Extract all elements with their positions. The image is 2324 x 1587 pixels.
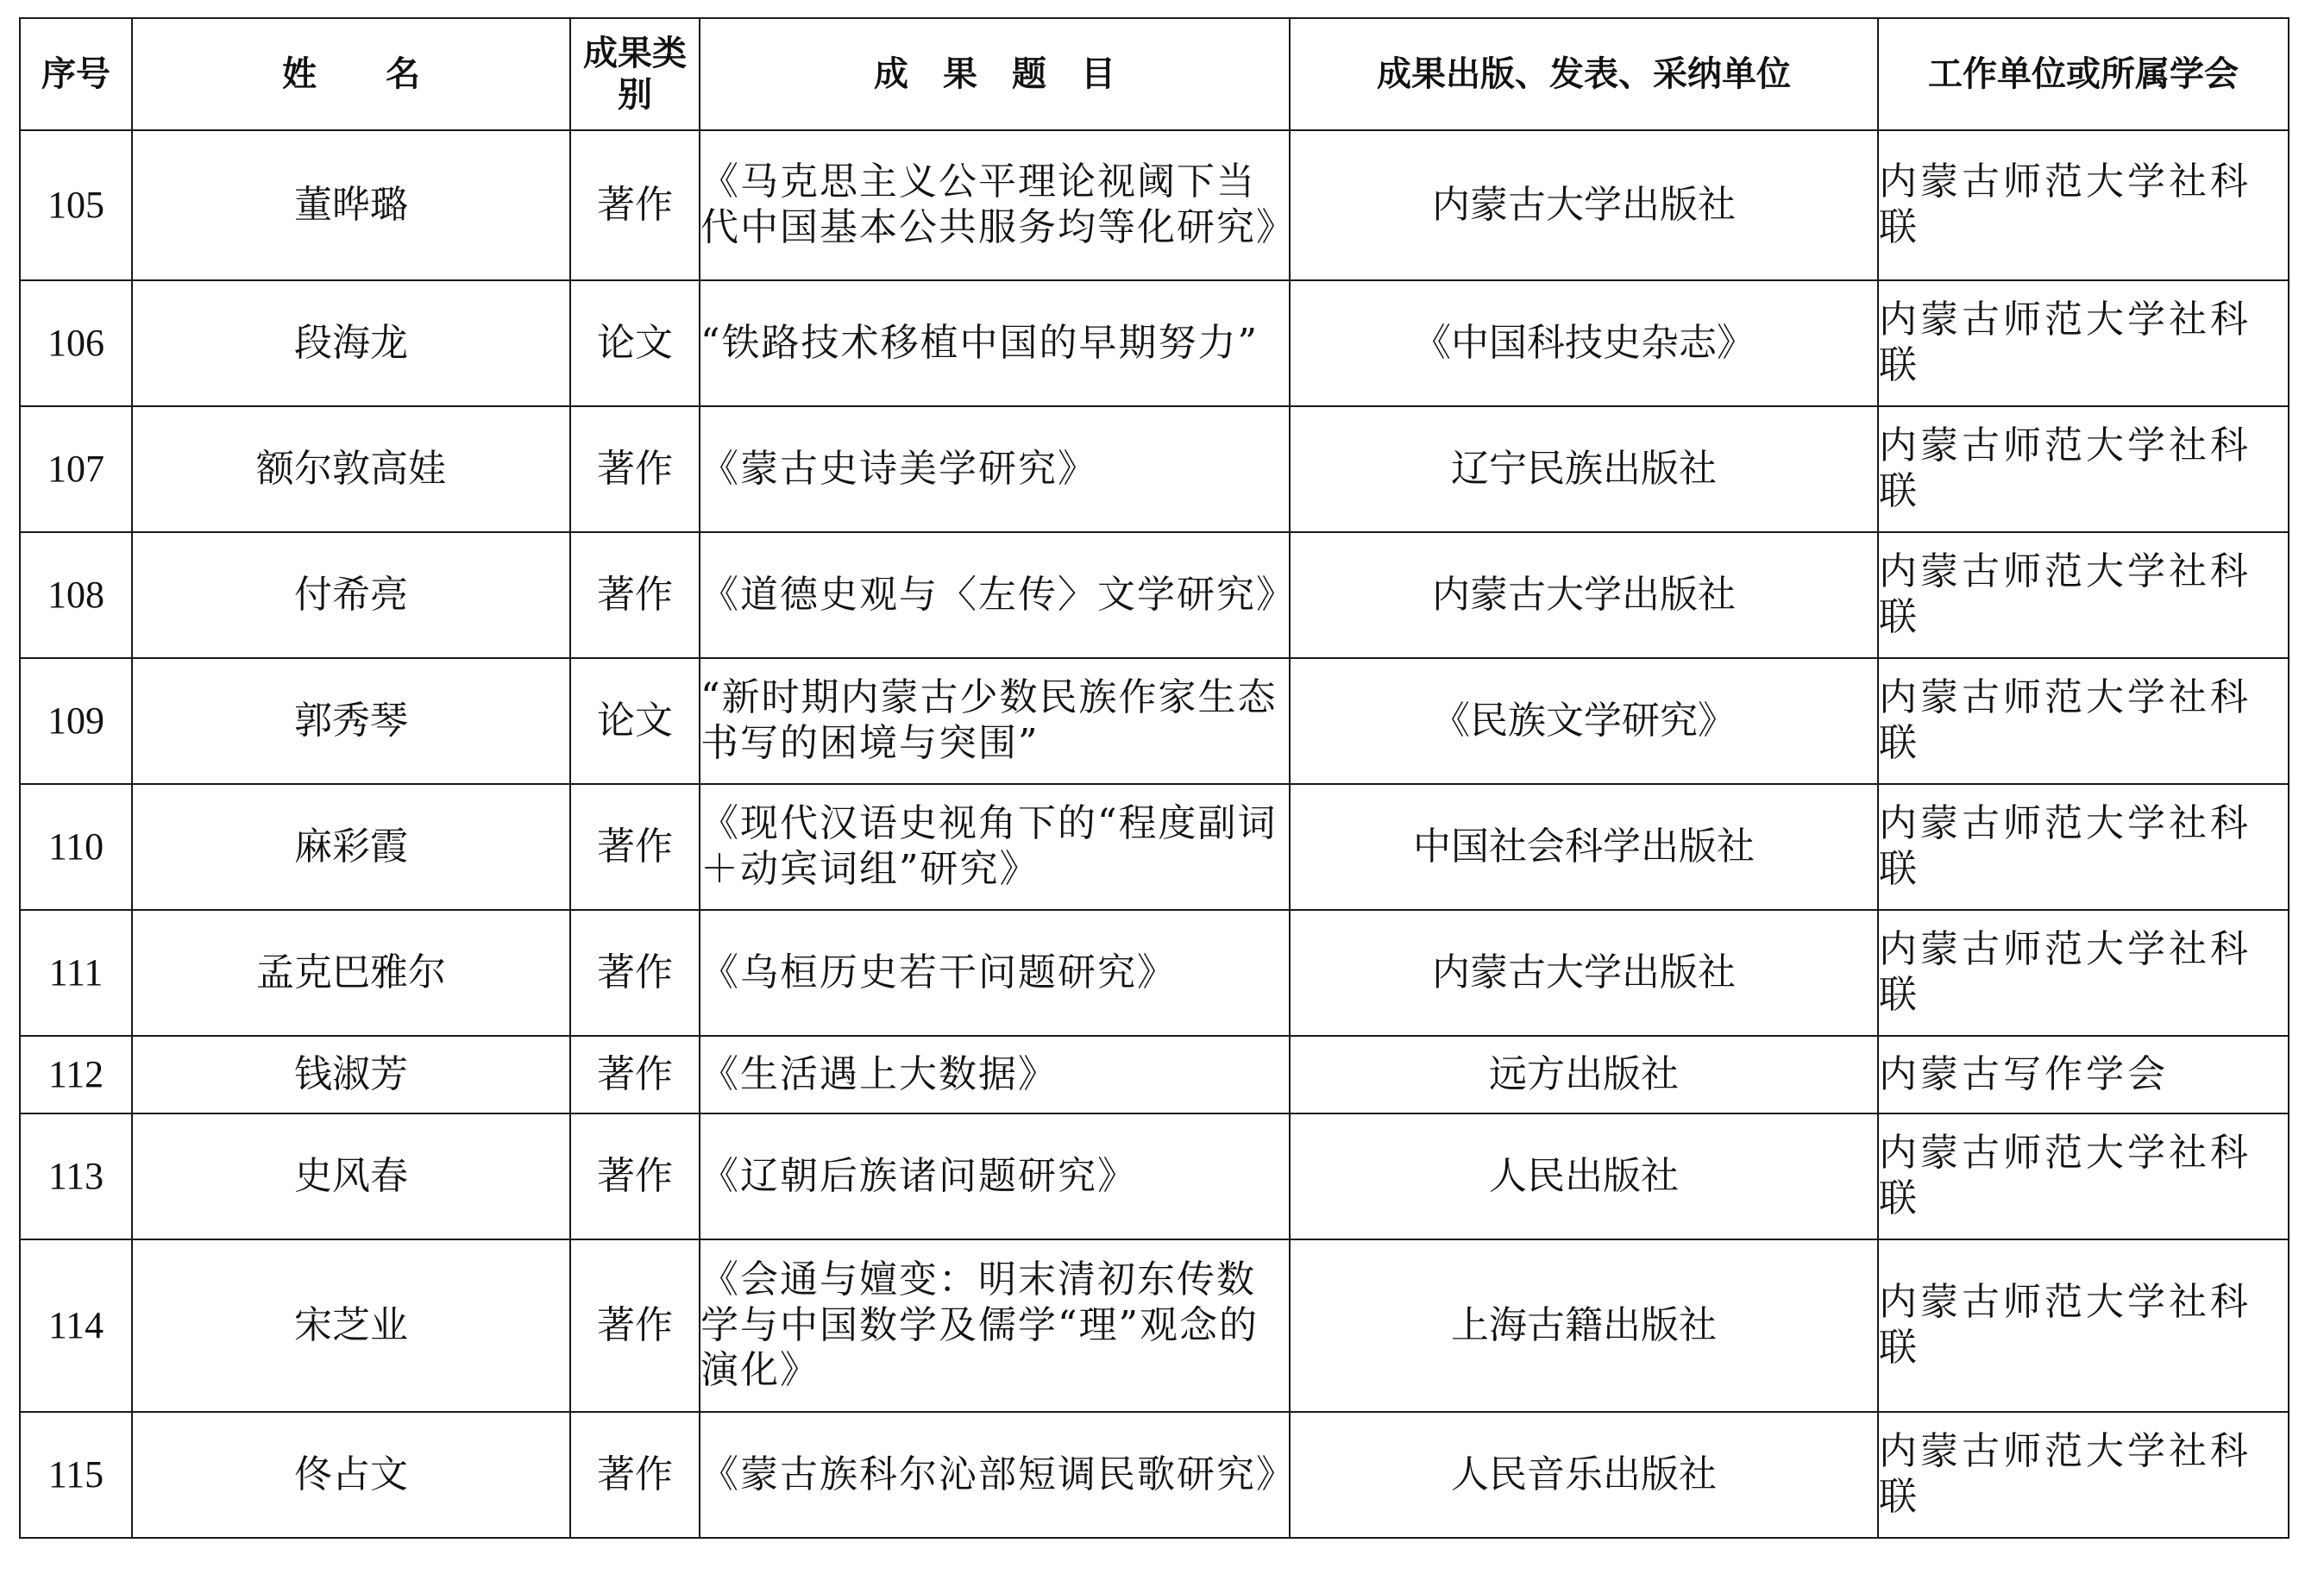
seq-cell: 112	[20, 1036, 132, 1113]
unit-cell: 内蒙古师范大学社科联	[1878, 910, 2289, 1036]
category-cell: 著作	[570, 910, 700, 1036]
publisher-cell: 内蒙古大学出版社	[1290, 532, 1878, 658]
unit-cell: 内蒙古师范大学社科联	[1878, 280, 2289, 406]
category-cell: 著作	[570, 532, 700, 658]
publisher-cell: 上海古籍出版社	[1290, 1239, 1878, 1412]
category-cell: 著作	[570, 1239, 700, 1412]
publisher-cell: 《民族文学研究》	[1290, 658, 1878, 784]
unit-cell: 内蒙古师范大学社科联	[1878, 784, 2289, 910]
title-cell: 《蒙古族科尔沁部短调民歌研究》	[700, 1412, 1290, 1538]
category-cell: 论文	[570, 658, 700, 784]
seq-cell: 108	[20, 532, 132, 658]
header-unit: 工作单位或所属学会	[1878, 18, 2289, 130]
table-row	[20, 658, 2289, 784]
publisher-cell: 人民出版社	[1290, 1113, 1878, 1239]
header-category: 成果类别	[570, 18, 700, 130]
category-cell: 著作	[570, 1036, 700, 1113]
unit-cell: 内蒙古师范大学社科联	[1878, 1239, 2289, 1412]
table-row	[20, 1036, 2289, 1113]
table-row	[20, 784, 2289, 910]
unit-cell: 内蒙古师范大学社科联	[1878, 406, 2289, 532]
seq-cell: 105	[20, 130, 132, 280]
header-title: 成 果 题 目	[700, 18, 1290, 130]
name-cell: 董晔璐	[132, 130, 570, 280]
name-cell: 郭秀琴	[132, 658, 570, 784]
seq-cell: 106	[20, 280, 132, 406]
category-cell: 著作	[570, 406, 700, 532]
unit-cell: 内蒙古师范大学社科联	[1878, 1113, 2289, 1239]
seq-cell: 115	[20, 1412, 132, 1538]
seq-cell: 110	[20, 784, 132, 910]
title-cell: 《生活遇上大数据》	[700, 1036, 1290, 1113]
title-cell: 《道德史观与〈左传〉文学研究》	[700, 532, 1290, 658]
table-row	[20, 532, 2289, 658]
title-cell: 《现代汉语史视角下的“程度副词＋动宾词组”研究》	[700, 784, 1290, 910]
name-cell: 佟占文	[132, 1412, 570, 1538]
table-row	[20, 406, 2289, 532]
title-cell: 《蒙古史诗美学研究》	[700, 406, 1290, 532]
table-header-row	[20, 18, 2289, 130]
publisher-cell: 《中国科技史杂志》	[1290, 280, 1878, 406]
awards-list-page	[19, 17, 2288, 1539]
table-row	[20, 1113, 2289, 1239]
header-publisher: 成果出版、发表、采纳单位	[1290, 18, 1878, 130]
category-cell: 著作	[570, 1412, 700, 1538]
name-cell: 孟克巴雅尔	[132, 910, 570, 1036]
unit-cell: 内蒙古师范大学社科联	[1878, 658, 2289, 784]
publisher-cell: 远方出版社	[1290, 1036, 1878, 1113]
category-cell: 著作	[570, 130, 700, 280]
unit-cell: 内蒙古写作学会	[1878, 1036, 2289, 1113]
table-row	[20, 1239, 2289, 1412]
seq-cell: 109	[20, 658, 132, 784]
name-cell: 麻彩霞	[132, 784, 570, 910]
table-row	[20, 280, 2289, 406]
seq-cell: 111	[20, 910, 132, 1036]
category-cell: 著作	[570, 1113, 700, 1239]
header-name: 姓 名	[132, 18, 570, 130]
name-cell: 额尔敦高娃	[132, 406, 570, 532]
title-cell: “新时期内蒙古少数民族作家生态书写的困境与突围”	[700, 658, 1290, 784]
seq-cell: 107	[20, 406, 132, 532]
title-cell: 《乌桓历史若干问题研究》	[700, 910, 1290, 1036]
publisher-cell: 内蒙古大学出版社	[1290, 130, 1878, 280]
name-cell: 宋芝业	[132, 1239, 570, 1412]
category-cell: 论文	[570, 280, 700, 406]
name-cell: 史风春	[132, 1113, 570, 1239]
table-row	[20, 1412, 2289, 1538]
title-cell: 《辽朝后族诸问题研究》	[700, 1113, 1290, 1239]
title-cell: 《马克思主义公平理论视阈下当代中国基本公共服务均等化研究》	[700, 130, 1290, 280]
awards-table	[19, 17, 2289, 1539]
title-cell: 《会通与嬗变：明末清初东传数学与中国数学及儒学“理”观念的演化》	[700, 1239, 1290, 1412]
unit-cell: 内蒙古师范大学社科联	[1878, 1412, 2289, 1538]
table-row	[20, 910, 2289, 1036]
category-cell: 著作	[570, 784, 700, 910]
name-cell: 付希亮	[132, 532, 570, 658]
unit-cell: 内蒙古师范大学社科联	[1878, 130, 2289, 280]
seq-cell: 113	[20, 1113, 132, 1239]
publisher-cell: 辽宁民族出版社	[1290, 406, 1878, 532]
publisher-cell: 内蒙古大学出版社	[1290, 910, 1878, 1036]
title-cell: “铁路技术移植中国的早期努力”	[700, 280, 1290, 406]
unit-cell: 内蒙古师范大学社科联	[1878, 532, 2289, 658]
table-row	[20, 130, 2289, 280]
header-seq: 序号	[20, 18, 132, 130]
publisher-cell: 中国社会科学出版社	[1290, 784, 1878, 910]
name-cell: 段海龙	[132, 280, 570, 406]
seq-cell: 114	[20, 1239, 132, 1412]
name-cell: 钱淑芳	[132, 1036, 570, 1113]
publisher-cell: 人民音乐出版社	[1290, 1412, 1878, 1538]
